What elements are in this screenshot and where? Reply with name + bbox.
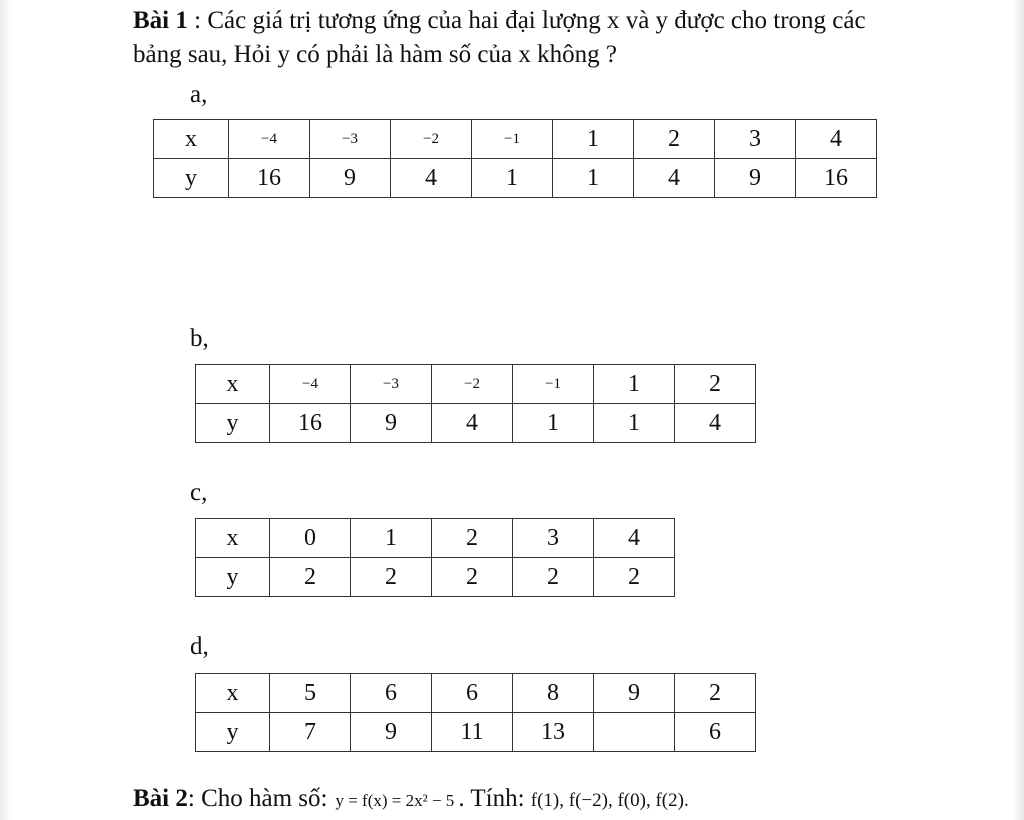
problem-2-end: . (683, 790, 689, 811)
problem-2-task-label: . Tính: (458, 785, 525, 812)
table-c-x-cell: 1 (351, 519, 432, 558)
table-a-y-cell: 4 (391, 159, 472, 198)
table-d-y-cell: 6 (675, 713, 756, 752)
table-a-x-cell: −2 (391, 120, 472, 159)
table-d-x-cell: 8 (513, 674, 594, 713)
table-a-x-cell: 1 (553, 120, 634, 159)
table-b-y-label: y (196, 404, 270, 443)
table-d-x-cell: 9 (594, 674, 675, 713)
table-a-y-cell: 1 (553, 159, 634, 198)
table-c-x-cell: 2 (432, 519, 513, 558)
table-a-y-cell: 4 (634, 159, 715, 198)
problem-2-formula: y = f(x) = 2x² − 5 (335, 791, 455, 810)
problem-2-statement (133, 782, 689, 818)
table-c-y-cell: 2 (432, 558, 513, 597)
table-d-x-cell: 5 (270, 674, 351, 713)
table-d-y-cell: 7 (270, 713, 351, 752)
table-c-y-label: y (196, 558, 270, 597)
table-a-y-cell: 16 (796, 159, 877, 198)
table-c-x-label: x (196, 519, 270, 558)
table-b-label: b, (190, 325, 209, 352)
table-b-x-cell: 2 (675, 365, 756, 404)
table-a (153, 119, 877, 198)
table-c-label: c, (190, 479, 208, 506)
table-c-y-cell: 2 (270, 558, 351, 597)
table-c-y-cell: 2 (513, 558, 594, 597)
table-d-row-x (196, 674, 756, 713)
table-d-row-y (196, 713, 756, 752)
table-c-x-cell: 0 (270, 519, 351, 558)
table-b-y-cell: 9 (351, 404, 432, 443)
table-c-x-cell: 4 (594, 519, 675, 558)
table-c-x-cell: 3 (513, 519, 594, 558)
table-d-label: d, (190, 633, 209, 660)
table-a-y-cell: 16 (229, 159, 310, 198)
table-a-x-cell: −4 (229, 120, 310, 159)
problem-1-heading: Bài 1 (133, 7, 188, 34)
table-b-y-cell: 16 (270, 404, 351, 443)
table-d-y-label: y (196, 713, 270, 752)
table-b-y-cell: 1 (594, 404, 675, 443)
problem-1-statement (133, 4, 913, 72)
table-a-y-label: y (154, 159, 229, 198)
table-b-x-cell: −3 (351, 365, 432, 404)
table-d-y-cell (594, 713, 675, 752)
table-d-y-cell: 11 (432, 713, 513, 752)
table-a-x-cell: −1 (472, 120, 553, 159)
table-b-y-cell: 1 (513, 404, 594, 443)
table-a-y-cell: 9 (310, 159, 391, 198)
table-b-x-cell: −2 (432, 365, 513, 404)
table-d (195, 673, 756, 752)
table-c-y-cell: 2 (594, 558, 675, 597)
table-d-y-cell: 9 (351, 713, 432, 752)
table-a-x-cell: −3 (310, 120, 391, 159)
page-edge-right (1012, 0, 1024, 820)
table-b-y-cell: 4 (432, 404, 513, 443)
table-d-x-label: x (196, 674, 270, 713)
problem-1-text: : Các giá trị tương ứng của hai đại lượng x và y được cho trong các bảng sau, Hỏi y có phải là hàm số của x không ? (133, 7, 866, 68)
problem-2-text: : Cho hàm số: (187, 785, 328, 812)
table-b-x-cell: −4 (270, 365, 351, 404)
page-edge-left (0, 0, 12, 820)
table-a-y-cell: 9 (715, 159, 796, 198)
problem-2-heading: Bài 2 (133, 785, 188, 812)
table-c-row-x (196, 519, 675, 558)
problem-2-task-values: f(1), f(−2), f(0), f(2) (530, 790, 684, 811)
table-d-x-cell: 2 (675, 674, 756, 713)
table-b-x-cell: 1 (594, 365, 675, 404)
table-b-x-label: x (196, 365, 270, 404)
table-a-x-cell: 4 (796, 120, 877, 159)
table-d-x-cell: 6 (432, 674, 513, 713)
table-c-y-cell: 2 (351, 558, 432, 597)
table-b-x-cell: −1 (513, 365, 594, 404)
table-a-row-x (154, 120, 877, 159)
table-a-x-cell: 2 (634, 120, 715, 159)
table-d-x-cell: 6 (351, 674, 432, 713)
table-a-row-y (154, 159, 877, 198)
table-c-row-y (196, 558, 675, 597)
table-a-x-label: x (154, 120, 229, 159)
table-b (195, 364, 756, 443)
table-a-x-cell: 3 (715, 120, 796, 159)
table-b-row-y (196, 404, 756, 443)
table-b-y-cell: 4 (675, 404, 756, 443)
table-a-label: a, (190, 81, 208, 108)
table-b-row-x (196, 365, 756, 404)
table-a-y-cell: 1 (472, 159, 553, 198)
table-c (195, 518, 675, 597)
table-d-y-cell: 13 (513, 713, 594, 752)
